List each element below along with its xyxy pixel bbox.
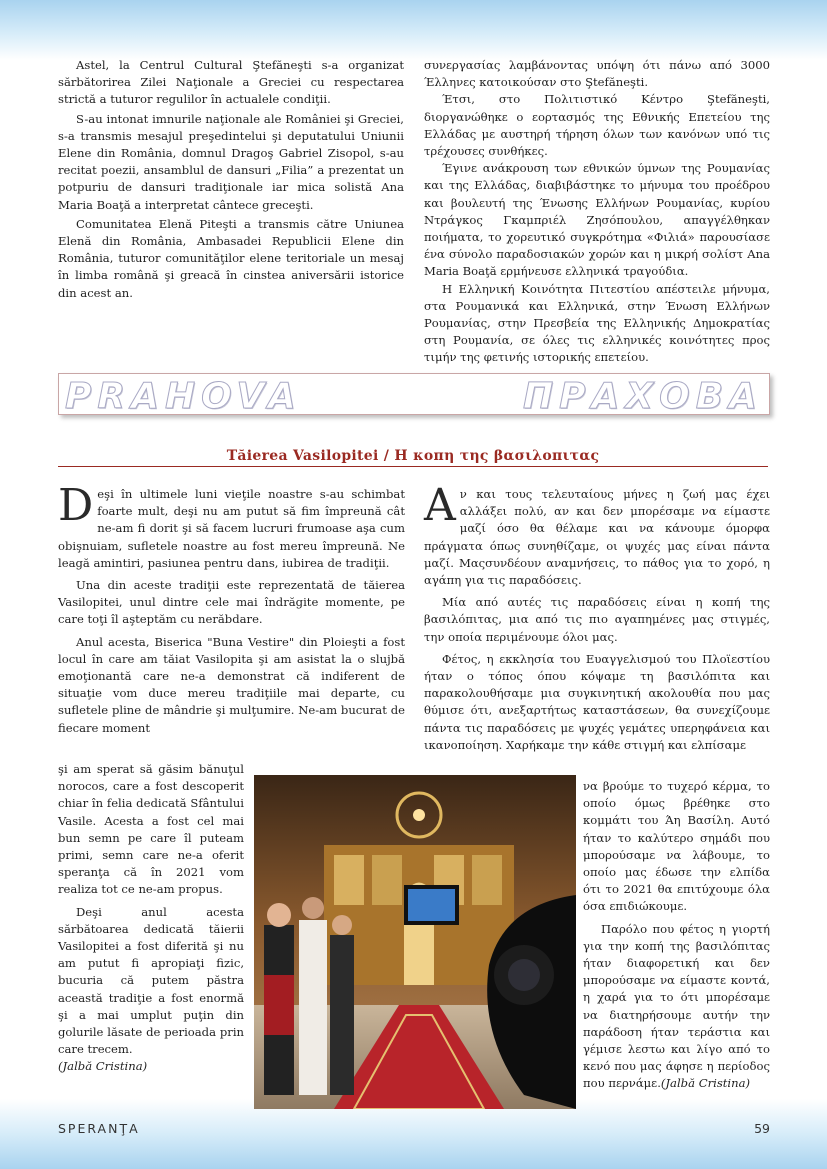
- paragraph: Astel, la Centrul Cultural Ştefăneşti s-a organizat sărbătorirea Zilei Naţionale a Greciei cu respectarea strictă a tuturor regulilor în actualele condiţii.: [58, 58, 404, 107]
- top-decorative-band: [0, 0, 827, 60]
- paragraph: Φέτος, η εκκλησία του Ευαγγελισμού του Πλοϊεστίου ήταν ο τόπος όπου κόψαμε τη βασιλόπιτα και παρακολουθήσαμε μια συγκινητική ακολουθία που μας θύμισε ότι, ανεξαρτήτως καταστάσεων, θα συνεχίζουμε πάντα τις παραδόσεις με ψυχές γεμάτες υπερηφάνεια και ικανοποίηση. Χαρήκαμε την κάθε στιγμή και ελπίσαμε: [424, 651, 770, 752]
- region-name-romanian: PRAHOVA: [65, 376, 302, 417]
- article-romanian-narrow-column: [58, 761, 244, 1076]
- signature: (Jalbă Cristina): [660, 1076, 751, 1091]
- article-greek-column: [424, 480, 770, 754]
- paragraph: Αν και τους τελευταίους μήνες η ζωή μας έχει αλλάξει πολύ, αν και δεν μπορέσαμε να είμαστε μαζί όσο θα θέλαμε και να κάνουμε όμορφα πράγματα όπως συνηθίζαμε, οι ψυχές μας είναι πάντα μαζί. Μαςσυνδέουν αναμνήσεις, το πάθος για το χορό, η αγάπη για τις παραδόσεις.: [424, 480, 770, 588]
- region-banner: [58, 373, 770, 415]
- region-name-greek: ΠΡΑΧΟΒΑ: [522, 376, 763, 417]
- magazine-name: SPERANŢA: [58, 1121, 140, 1136]
- paragraph: Deşi în ultimele luni vieţile noastre s-au schimbat foarte mult, deşi nu am putut să fim împreună cât ne-am fi dorit şi să facem lucruri frumoase aşa cum obişnuiam, sufletele noastre au fost mereu împreună. Ne leagă amintiri, pasiunea pentru dans, iubirea de tradiţii.: [58, 480, 405, 570]
- title-divider: [58, 466, 768, 467]
- paragraph: şi am sperat să găsim bănuţul norocos, care a fost descoperit chiar în felia dedicată Sfântului Vasile. Acesta a fost cel mai bun semn pe care îl puteam primi, semn care ne-a oferit speranţa că în 2021 vom realiza tot ce ne-am propus.: [58, 762, 244, 897]
- drop-cap: Α: [424, 480, 456, 531]
- paragraph: να βρούμε το τυχερό κέρμα, το οποίο όμως βρέθηκε στο κομμάτι του Άη Βασίλη. Αυτό ήταν το καλύτερο σημάδι που μπορούσαμε να λάβουμε, το οποίο μας έδωσε την ελπίδα ότι το 2021 θα επιτύχουμε όλα όσα επιδιώκουμε.: [583, 779, 770, 914]
- paragraph: Una din aceste tradiţii este reprezentată de tăierea Vasilopitei, unul dintre cele mai îndrăgite momente, pe care toţi îl aşteptăm cu nerăbdare.: [58, 578, 405, 627]
- article-greek-narrow-column: [583, 778, 770, 1093]
- paragraph: Έτσι, στο Πολιτιστικό Κέντρο Ştefăneşti, διοργανώθηκε ο εορτασμός της Εθνικής Επετείου της Ελλάδας με αυστηρή τήρηση όλων των κανόνων υπό τις τρέχουσες συνθήκες.: [424, 92, 770, 159]
- article-romanian-column: [58, 480, 405, 737]
- signature: (Jalbă Cristina): [58, 1059, 148, 1074]
- drop-cap: D: [58, 480, 94, 531]
- paragraph: Παρόλο που φέτος η γιορτή για την κοπή της βασιλόπιτας ήταν διαφορετική και δεν μπορούσαμε να είμαστε κοντά, η χαρά για το ότι μπορέσαμε να διατηρήσουμε αυτήν την παράδοση ήταν τεράστια και γέμισε λεστω και λίγο από το κενό που μας άφησε η περίοδος που περνάμε.(Jalbă Cristina): [583, 921, 770, 1091]
- paragraph: Μία από αυτές τις παραδόσεις είναι η κοπή της βασιλόπιτας, μια από τις πιο αγαπημένες μας στιγμές, την οποία περιμένουμε όλοι μας.: [424, 595, 770, 644]
- paragraph: Deşi anul acesta sărbătoarea dedicată tăierii Vasilopitei a fost diferită şi nu am putut fi apropiaţi fizic, bucuria că putem păstra această tradiţie a fost enormă şi a mai umplut puţin din golurile lăsate de perioada prin care trecem.: [58, 904, 244, 1057]
- article-title: Tăierea Vasilopitei / Η κοπη της βασιλοπιτας: [226, 448, 600, 464]
- page-number: 59: [754, 1121, 770, 1136]
- paragraph: Comunitatea Elenă Piteşti a transmis către Uniunea Elenă din România, Ambasadei Republicii Elene din România, tuturor comunităţilor elene teritoriale un mesaj în limba română şi greacă în cinstea aniversării istorice din acest an.: [58, 216, 404, 300]
- paragraph: Anul acesta, Biserica "Buna Vestire" din Ploieşti a fost locul în care am tăiat Vasilopita şi am asistat la o slujbă emoţionantă care ne-a demonstrat că indiferent de situaţie vom duce mereu tradiţiile mai departe, cu sufletele pline de mândrie şi mulţumire. Ne-am bucurat de fiecare moment: [58, 634, 405, 735]
- paragraph: S-au intonat imnurile naţionale ale României şi Greciei, s-a transmis mesajul preşedintelui şi deputatului Uniunii Elene din România, domnul Dragoş Gabriel Zisopol, s-au recitat poezii, ansamblul de dansuri „Filia” a prezentat un potpuriu de dansuri tradiţionale iar mica solistă Ana Maria Boaţă a interpretat cântece greceşti.: [58, 111, 404, 212]
- top-article-greek-column: [424, 57, 770, 367]
- paragraph: συνεργασίας λαμβάνοντας υπόψη ότι πάνω από 3000 Έλληνες κατοικούσαν στο Ştefăneşti.: [424, 58, 770, 90]
- church-ceremony-photo: [254, 775, 576, 1109]
- top-article-romanian-column: [58, 57, 404, 302]
- paragraph: Έγινε ανάκρουση των εθνικών ύμνων της Ρουμανίας και της Ελλάδας, διαβιβάστηκε το μήνυμα του προέδρου και βουλευτή της Ένωσης Ελλήνων Ρουμανίας, κυρίου Ντράγκος Γκαμπριέλ Ζησόπουλου, απαγγέλθηκαν ποιήματα, το χορευτικό συγκρότημα «Φιλιά» παρουσίασε ένα σύνολο παραδοσιακών χορών και η μικρή σολίστ Ana Maria Boaţă ερμήνευσε ελληνικά τραγούδια.: [424, 161, 770, 279]
- paragraph: Η Ελληνική Κοινότητα Πιτεστίου απέστειλε μήνυμα, στα Ρουμανικά και Ελληνικά, στην Ένωση Ελλήνων Ρουμανίας, στην Πρεσβεία της Ελληνικής Δημοκρατίας στη Ρουμανία, σε όλες τις ελληνικές κοινότητες προς τιμήν της φετινής ιστορικής επετείου.: [424, 281, 770, 365]
